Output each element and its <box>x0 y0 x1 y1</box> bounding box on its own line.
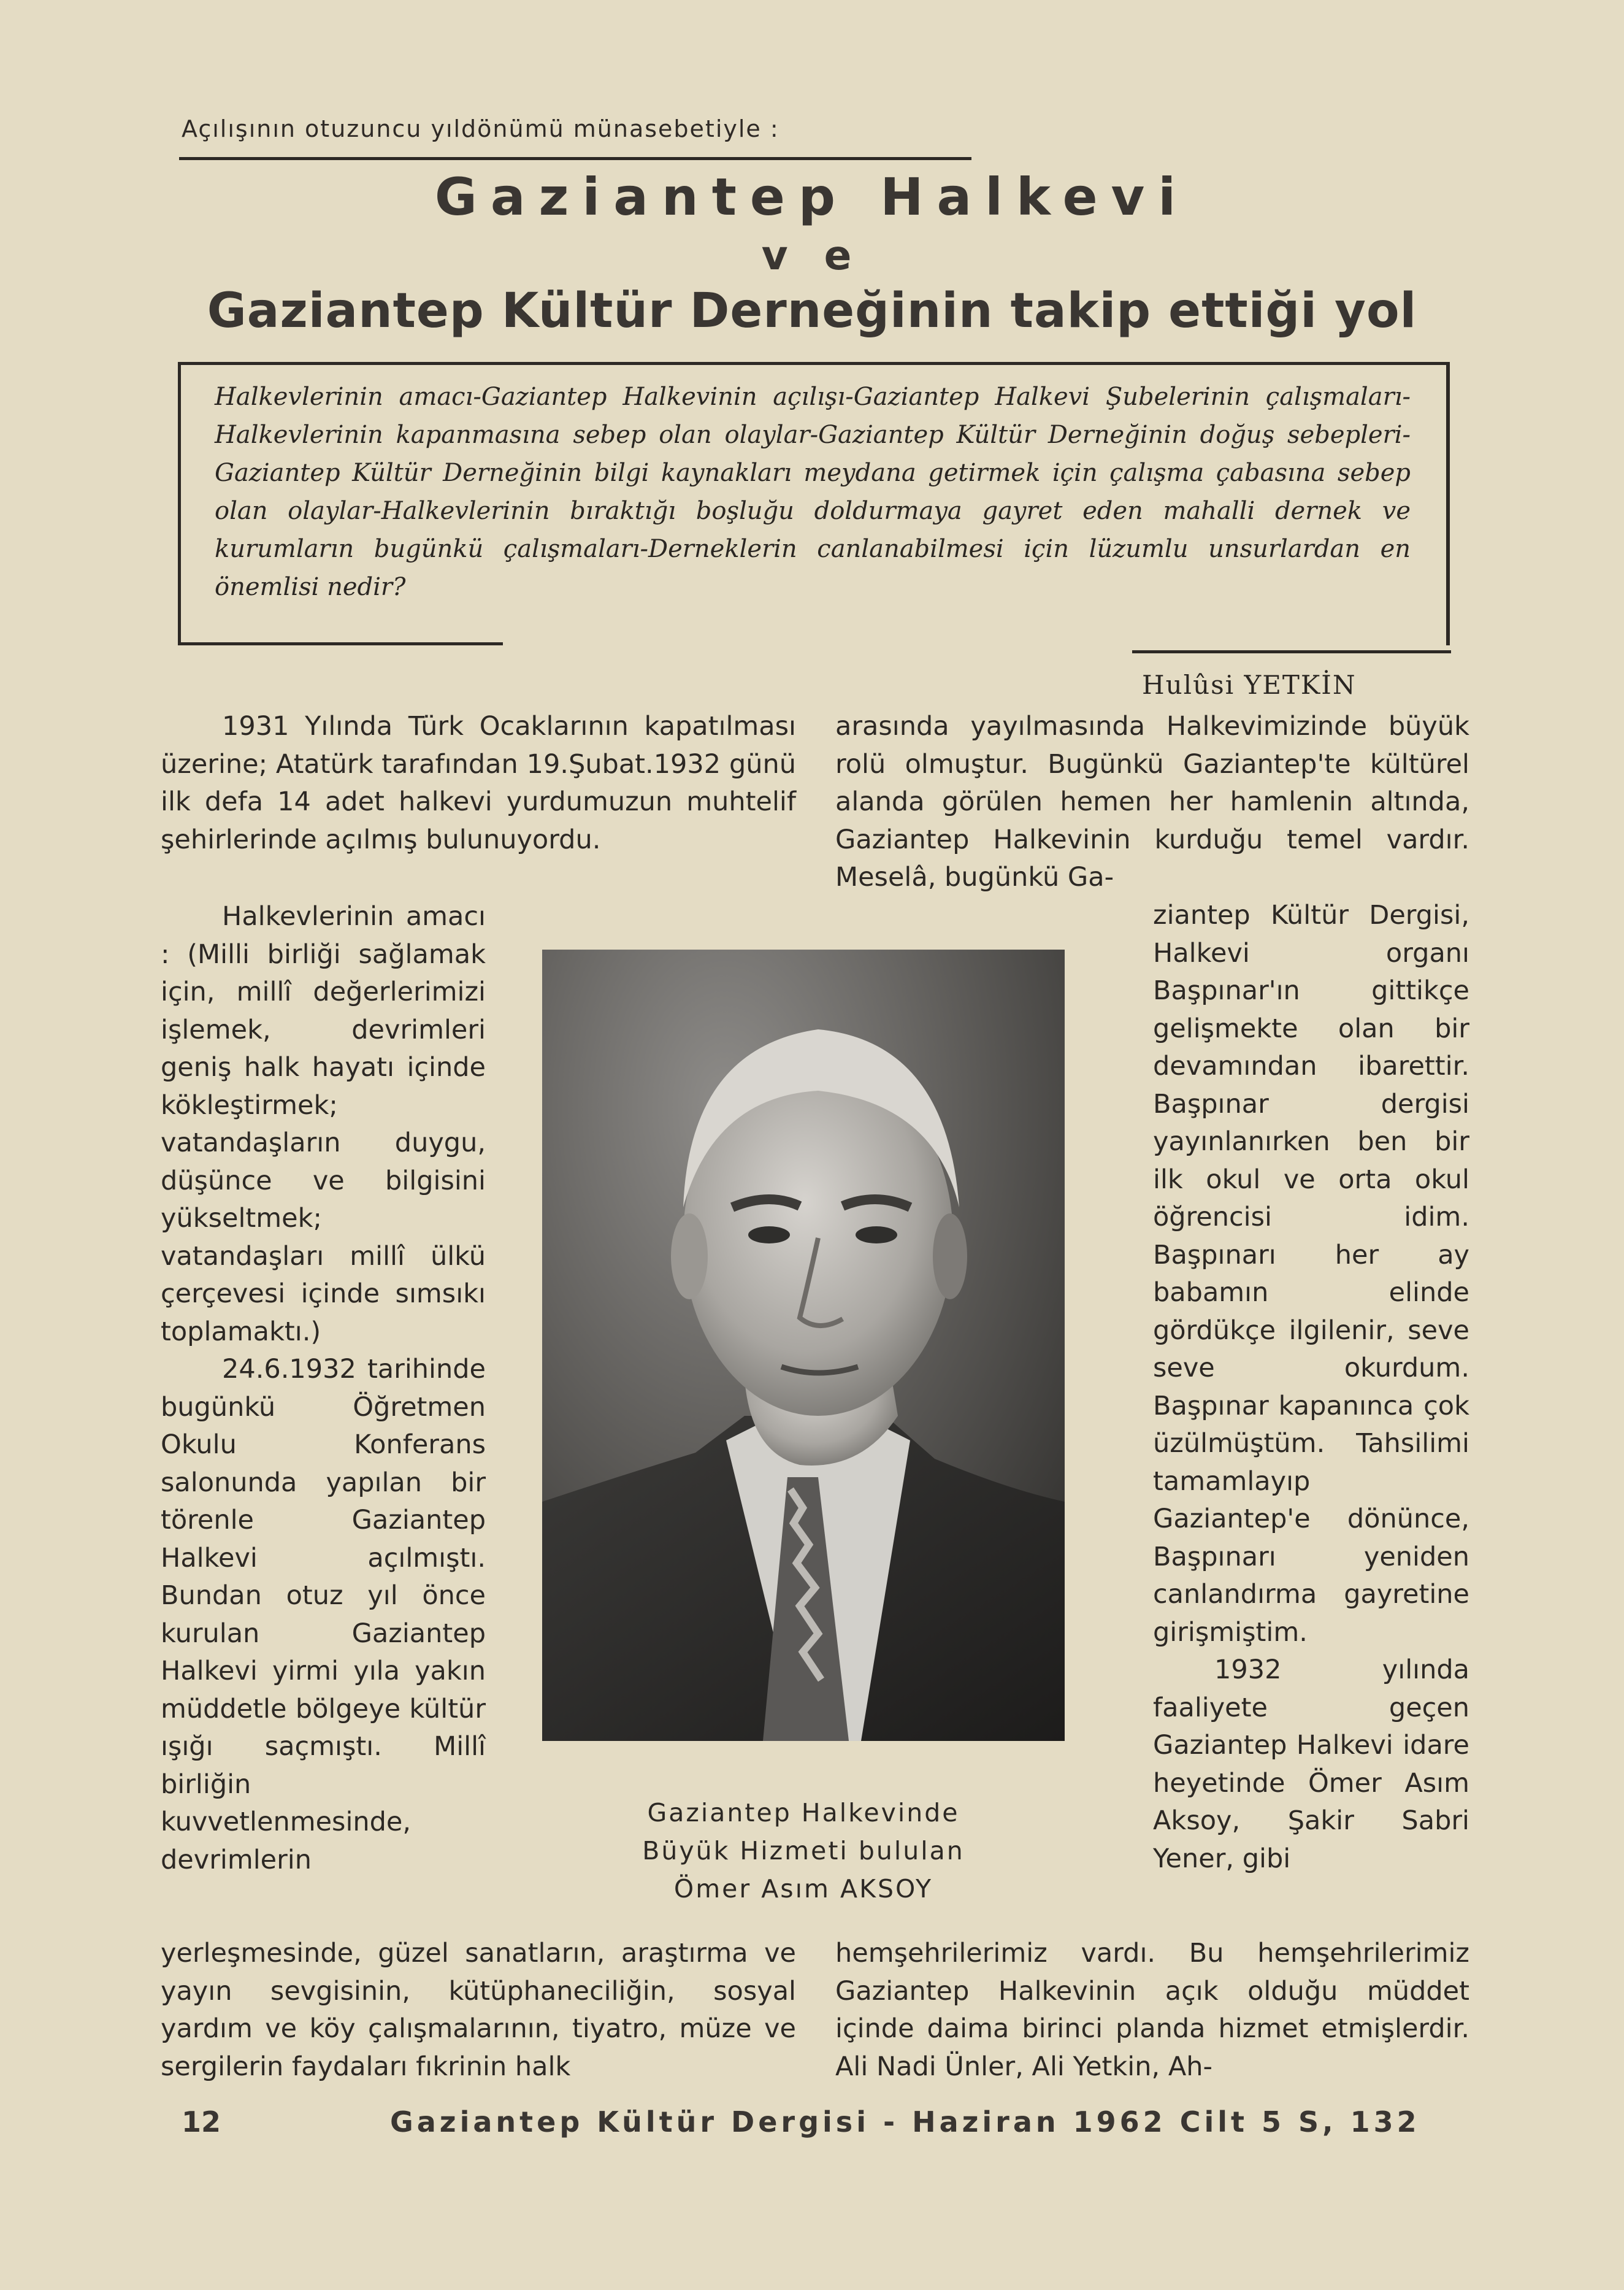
caption-line-2: Büyük Hizmeti bululan <box>642 1836 965 1865</box>
caption-line-1: Gaziantep Halkevinde <box>647 1798 960 1827</box>
summary-text: Halkevlerinin amacı-Gaziantep Halkevinin açılışı-Gaziantep Halkevi Şubelerinin çalışmaları-Halkevlerinin kapanmasına sebep olan olaylar-Gaziantep Kültür Derneğinin doğuş sebepleri-Gaziantep Kültür Derneğinin bilgi kaynakları meydana getirmek için çalışma çabasına sebep olan olaylar-Halkevlerinin bıraktığı boşluğu doldurmaya gayret eden mahalli dernek ve kurumların bugünkü çalışmaları-Derneklerin canlanabilmesi için lüzumlu unsurlardan en önemlisi nedir? <box>215 383 1411 601</box>
portrait-photo <box>542 950 1065 1741</box>
paragraph: Halkevlerinin amacı : (Milli birliği sağlamak için, millî değerlerimizi işlemek, devrimleri geniş halk hayatı içinde kökleştirmek; vatandaşların duygu, düşünce ve bilgisini yükseltmek; vatandaşları millî ülkü çerçevesi içinde sımsıkı toplamaktı.) <box>161 901 486 1347</box>
paragraph: arasında yayılmasında Halkevimizinde büyük rolü olmuştur. Bugünkü Gaziantep'te kültürel alanda görülen hemen her hamlenin altında, Gaziantep Halkevinin kurduğu temel vardır. Meselâ, bugünkü Ga- <box>835 711 1469 893</box>
paragraph: hemşehrilerimiz vardı. Bu hemşehrilerimiz Gaziantep Halkevinin açık olduğu müddet içinde daima birinci planda hizmet etmişlerdir. Ali Nadi Ünler, Ali Yetkin, Ah- <box>835 1938 1469 2082</box>
portrait-illustration <box>542 950 1065 1741</box>
page-number: 12 <box>182 2105 221 2138</box>
left-column-bottom <box>161 1935 796 2086</box>
photo-caption <box>552 1794 1055 1908</box>
author-name: Hulûsi YETKİN <box>1142 670 1357 700</box>
kicker-line: Açılışının otuzuncu yıldönümü münasebetiyle : <box>182 115 779 142</box>
summary-box-rule-left <box>178 642 503 645</box>
right-column-narrow <box>1153 897 1469 1878</box>
caption-line-3: Ömer Asım AKSOY <box>673 1874 933 1904</box>
kicker-rule <box>179 157 971 160</box>
title-line-2: v e <box>761 232 863 279</box>
paragraph: 1931 Yılında Türk Ocaklarının kapatılması üzerine; Atatürk tarafından 19.Şubat.1932 günü ilk defa 14 adet halkevi yurdumuzun muhtelif şehirlerinde açılmış bulunuyordu. <box>161 711 796 855</box>
title-line-1: Gaziantep Halkevi <box>434 167 1190 227</box>
right-column-top <box>835 708 1469 897</box>
footer-running-head: Gaziantep Kültür Dergisi - Haziran 1962 Cilt 5 S, 132 <box>390 2105 1420 2138</box>
summary-box-rule-right <box>1132 650 1451 653</box>
paragraph: yerleşmesinde, güzel sanatların, araştırma ve yayın sevgisinin, kütüphaneciliğin, sosyal yardım ve köy çalışmalarının, tiyatro, müze ve sergilerin faydaları fıkrinin halk <box>161 1938 796 2082</box>
paragraph: ziantep Kültür Dergisi, Halkevi organı Başpınar'ın gittikçe gelişmekte olan bir devamından ibarettir. Başpınar dergisi yayınlanırken ben bir ilk okul ve orta okul öğrencisi idim. Başpınarı her ay babamın elinde gördükçe ilgilenir, seve seve okurdum. Başpınar kapanınca çok üzülmüştüm. Tahsilimi tamamlayıp Gaziantep'e dönünce, Başpınarı yeniden canlandırma gayretine girişmiştim. <box>1153 900 1469 1648</box>
right-column-bottom <box>835 1935 1469 2086</box>
left-column-intro <box>161 708 796 859</box>
paragraph: 24.6.1932 tarihinde bugünkü Öğretmen Okulu Konferans salonunda yapılan bir törenle Gaziantep Halkevi açılmıştı. Bundan otuz yıl önce kurulan Gaziantep Halkevi yirmi yıla yakın müddetle bölgeye kültür ışığı saçmıştı. Millî birliğin kuvvetlenmesinde, devrimlerin <box>161 1354 486 1875</box>
title-line-3: Gaziantep Kültür Derneğinin takip ettiği yol <box>207 283 1417 339</box>
paragraph: 1932 yılında faaliyete geçen Gaziantep Halkevi idare heyetinde Ömer Asım Aksoy, Şakir Sabri Yener, gibi <box>1153 1654 1469 1874</box>
left-column-narrow <box>161 898 486 1879</box>
